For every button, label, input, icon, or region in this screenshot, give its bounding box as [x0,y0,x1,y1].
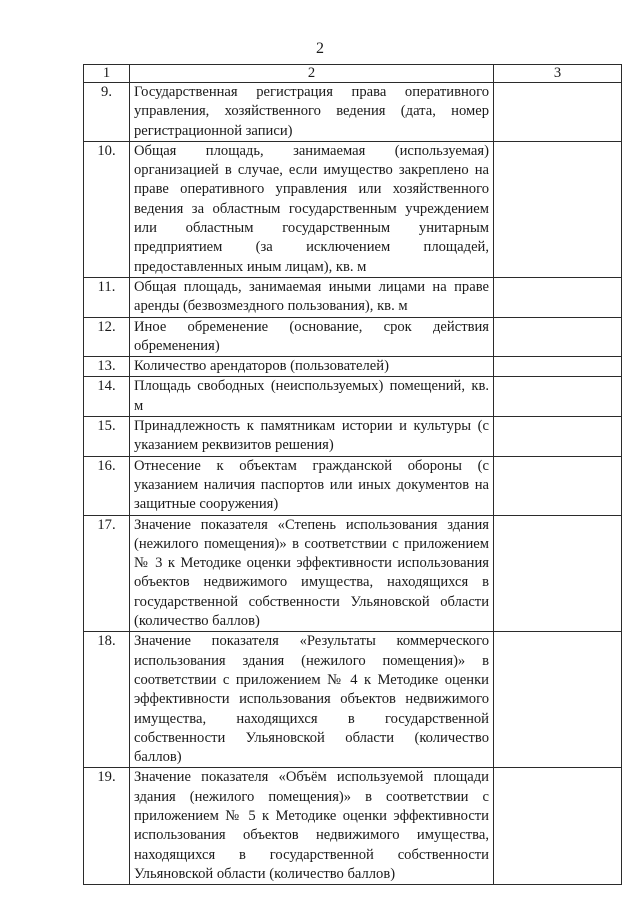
row-description: Общая площадь, занимаемая (используемая) организацией в случае, если имущество закреплено на праве оперативного управления или хозяйственного ведения за областным государственным учреждением или областным государственным унитарным предприятием (за исключением площадей, предоставленных иным лицам), кв. м [130,141,494,277]
row-number: 14. [84,377,130,417]
row-description: Количество арендаторов (пользователей) [130,357,494,377]
table-row [84,417,622,457]
row-description: Отнесение к объектам гражданской обороны (с указанием наличия паспортов или иных документов на защитные сооружения) [130,456,494,515]
row-number: 9. [84,83,130,142]
row-description: Площадь свободных (неиспользуемых) помещений, кв. м [130,377,494,417]
row-value [494,141,622,277]
row-number: 13. [84,357,130,377]
row-value [494,515,622,632]
row-number: 19. [84,768,130,885]
table-row [84,83,622,142]
row-number: 18. [84,632,130,768]
table-header-row [84,65,622,83]
table-row [84,141,622,277]
table-row [84,768,622,885]
row-value [494,456,622,515]
row-description: Иное обременение (основание, срок действия обременения) [130,317,494,357]
row-value [494,377,622,417]
row-value [494,317,622,357]
header-col-1: 1 [84,65,130,83]
row-value [494,83,622,142]
header-col-3: 3 [494,65,622,83]
table-row [84,632,622,768]
row-number: 12. [84,317,130,357]
row-description: Принадлежность к памятникам истории и культуры (с указанием реквизитов решения) [130,417,494,457]
row-description: Общая площадь, занимаемая иными лицами на праве аренды (безвозмездного пользования), кв. м [130,277,494,317]
row-value [494,417,622,457]
row-description: Значение показателя «Результаты коммерческого использования здания (нежилого помещения)» в соответствии с приложением № 4 к Методике оценки эффективности использования объектов недвижимого имущества, находящихся в государственной собственности Ульяновской области (количество баллов) [130,632,494,768]
row-value [494,768,622,885]
row-description: Значение показателя «Объём используемой площади здания (нежилого помещения)» в соответствии с приложением № 5 к Методике оценки эффективности использования объектов недвижимого имущества, находящихся в государственной собственности Ульяновской области (количество баллов) [130,768,494,885]
row-value [494,277,622,317]
property-info-table [83,64,622,885]
row-number: 11. [84,277,130,317]
row-number: 10. [84,141,130,277]
row-number: 15. [84,417,130,457]
table-row [84,317,622,357]
row-description: Значение показателя «Степень использования здания (нежилого помещения)» в соответствии с приложением № 3 к Методике оценки эффективности использования объектов недвижимого имущества, находящихся в государственной собственности Ульяновской области (количество баллов) [130,515,494,632]
table-row [84,357,622,377]
table-row [84,515,622,632]
row-value [494,357,622,377]
row-number: 16. [84,456,130,515]
table-row [84,277,622,317]
row-value [494,632,622,768]
table-row [84,377,622,417]
row-description: Государственная регистрация права оперативного управления, хозяйственного ведения (дата, номер регистрационной записи) [130,83,494,142]
header-col-2: 2 [130,65,494,83]
row-number: 17. [84,515,130,632]
page-number: 2 [316,40,324,57]
table-row [84,456,622,515]
